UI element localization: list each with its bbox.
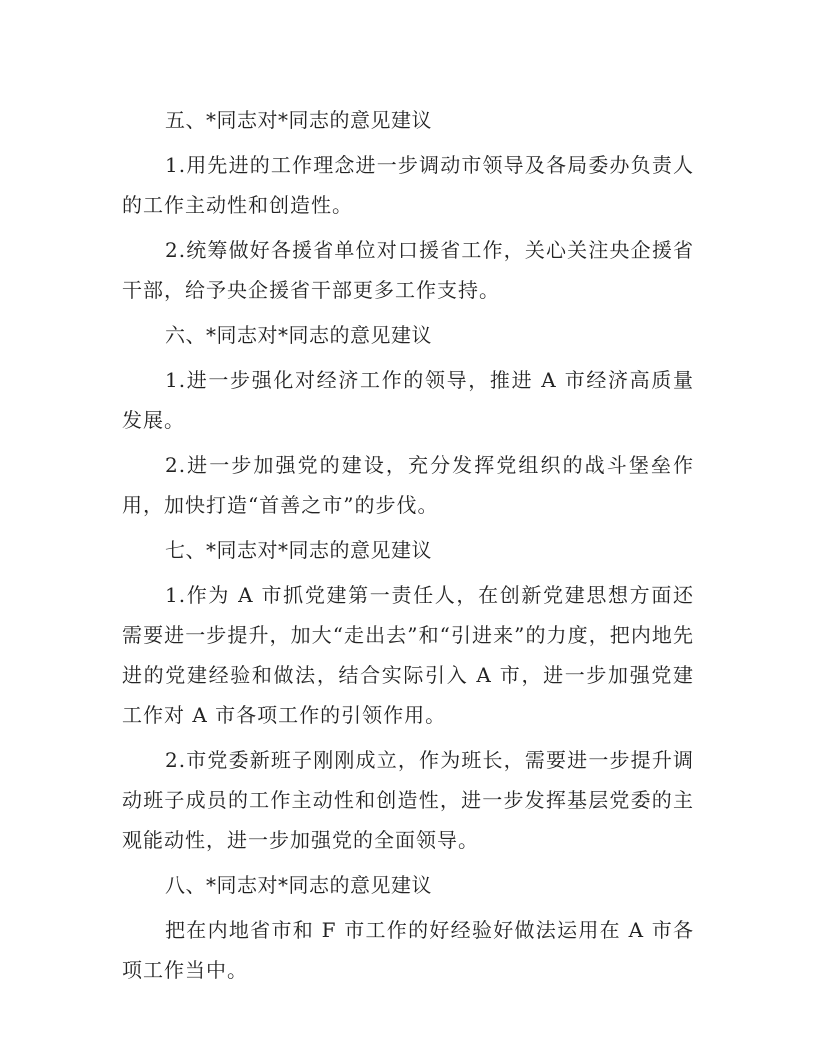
section-heading-7: 七、*同志对*同志的意见建议 (165, 538, 432, 562)
section-heading-8: 八、*同志对*同志的意见建议 (165, 873, 432, 897)
section-heading-5: 五、*同志对*同志的意见建议 (165, 108, 432, 132)
section-7-item-1: 1.作为 A 市抓党建第一责任人，在创新党建思想方面还需要进一步提升，加大“走出去”和“引进来”的力度，把内地先进的党建经验和做法，结合实际引入 A 市，进一步加强党建工作对 A 市各项工作的引领作用。 (122, 583, 694, 727)
section-7-item-2: 2.市党委新班子刚刚成立，作为班长，需要进一步提升调动班子成员的工作主动性和创造性，进一步发挥基层党委的主观能动性，进一步加强党的全面领导。 (122, 748, 694, 852)
section-6-item-1: 1.进一步强化对经济工作的领导，推进 A 市经济高质量发展。 (122, 368, 694, 432)
section-6-item-2: 2.进一步加强党的建设，充分发挥党组织的战斗堡垒作用，加快打造“首善之市”的步伐。 (122, 453, 694, 517)
section-5-item-1: 1.用先进的工作理念进一步调动市领导及各局委办负责人的工作主动性和创造性。 (122, 153, 694, 217)
section-8-item-1: 把在内地省市和 F 市工作的好经验好做法运用在 A 市各项工作当中。 (122, 918, 694, 982)
document-page (122, 100, 694, 995)
section-heading-6: 六、*同志对*同志的意见建议 (165, 323, 432, 347)
section-5-item-2: 2.统筹做好各援省单位对口援省工作，关心关注央企援省干部，给予央企援省干部更多工作支持。 (122, 238, 694, 302)
